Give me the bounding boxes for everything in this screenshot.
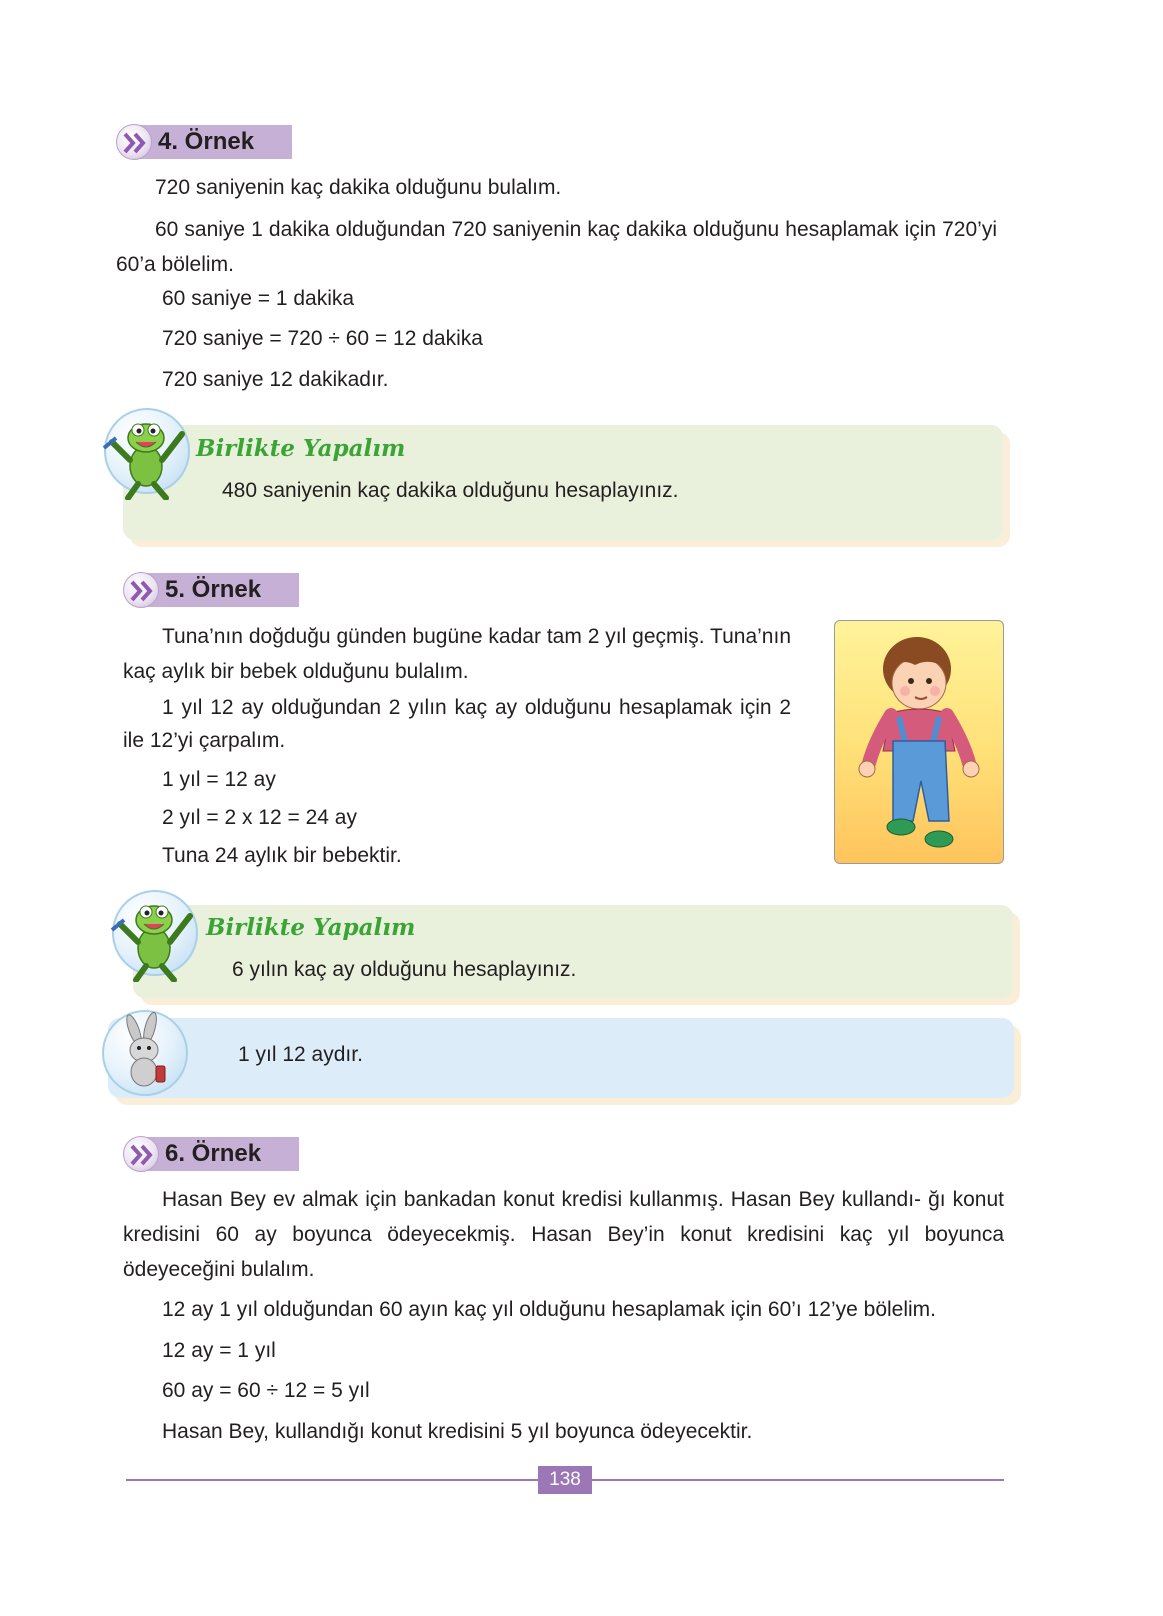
example-4-line-3: 60 saniye = 1 dakika [162, 287, 355, 310]
example-6-line-5: Hasan Bey, kullandığı konut kredisini 5 yıl boyunca ödeyecektir. [162, 1420, 753, 1443]
example-4-title: 4. Örnek [134, 125, 292, 159]
example-5-line-3: 1 yıl = 12 ay [162, 768, 276, 791]
example-6-heading [123, 1137, 301, 1171]
example-4-line-1: 720 saniyenin kaç dakika olduğunu bulalım. [155, 176, 562, 199]
practice-1-title: Birlikte Yapalım [196, 435, 406, 462]
example-5-line-4: 2 yıl = 2 x 12 = 24 ay [162, 806, 357, 829]
example-4-line-5: 720 saniye 12 dakikadır. [162, 368, 389, 391]
double-chevron-icon [123, 572, 159, 608]
example-4-heading [116, 125, 294, 159]
tuna-illustration [834, 620, 1004, 864]
page-number: 138 [538, 1466, 592, 1494]
footer-rule-left [126, 1479, 538, 1481]
frog-mascot-frame [104, 408, 190, 494]
rabbit-mascot-frame [102, 1010, 188, 1096]
practice-2-title: Birlikte Yapalım [206, 914, 416, 941]
frog-icon [110, 886, 196, 982]
example-5-title: 5. Örnek [141, 573, 299, 607]
double-chevron-icon [123, 1136, 159, 1172]
double-chevron-icon [116, 124, 152, 160]
example-6-line-4: 60 ay = 60 ÷ 12 = 5 yıl [162, 1379, 370, 1402]
rabbit-icon [104, 1012, 186, 1094]
example-6-title: 6. Örnek [141, 1137, 299, 1171]
practice-2-text: 6 yılın kaç ay olduğunu hesaplayınız. [232, 958, 577, 981]
footer-rule-right [592, 1479, 1004, 1481]
example-5-line-1: Tuna’nın doğduğu günden bugüne kadar tam 2 yıl geçmiş. Tuna’nın kaç aylık bir bebek olduğunu bulalım. [123, 625, 791, 683]
example-5-heading [123, 573, 301, 607]
example-5-line-2: 1 yıl 12 ay olduğundan 2 yılın kaç ay olduğunu hesaplamak için 2 ile 12’yi çarpalım. [123, 696, 791, 752]
example-6-line-2: 12 ay 1 yıl olduğundan 60 ayın kaç yıl olduğunu hesaplamak için 60’ı 12’ye bölelim. [162, 1298, 936, 1321]
boy-illustration-icon [835, 621, 1004, 864]
example-6-line-1: Hasan Bey ev almak için bankadan konut kredisi kullanmış. Hasan Bey kullandı- ğı konut kredisini 60 ay boyunca ödeyecekmiş. Hasan Bey’in konut kredisini kaç yıl boyunca ödeyeceğini bulalım. [123, 1188, 1004, 1281]
hint-text: 1 yıl 12 aydır. [238, 1043, 363, 1066]
example-4-line-4: 720 saniye = 720 ÷ 60 = 12 dakika [162, 327, 483, 350]
frog-icon [102, 404, 188, 500]
example-5-line-5: Tuna 24 aylık bir bebektir. [162, 844, 402, 867]
practice-1-text: 480 saniyenin kaç dakika olduğunu hesaplayınız. [222, 479, 679, 502]
frog-mascot-frame [112, 890, 198, 976]
example-6-line-3: 12 ay = 1 yıl [162, 1339, 276, 1362]
example-4-line-2: 60 saniye 1 dakika olduğundan 720 saniyenin kaç dakika olduğunu hesaplamak için 720’yi 60’a bölelim. [116, 218, 997, 276]
